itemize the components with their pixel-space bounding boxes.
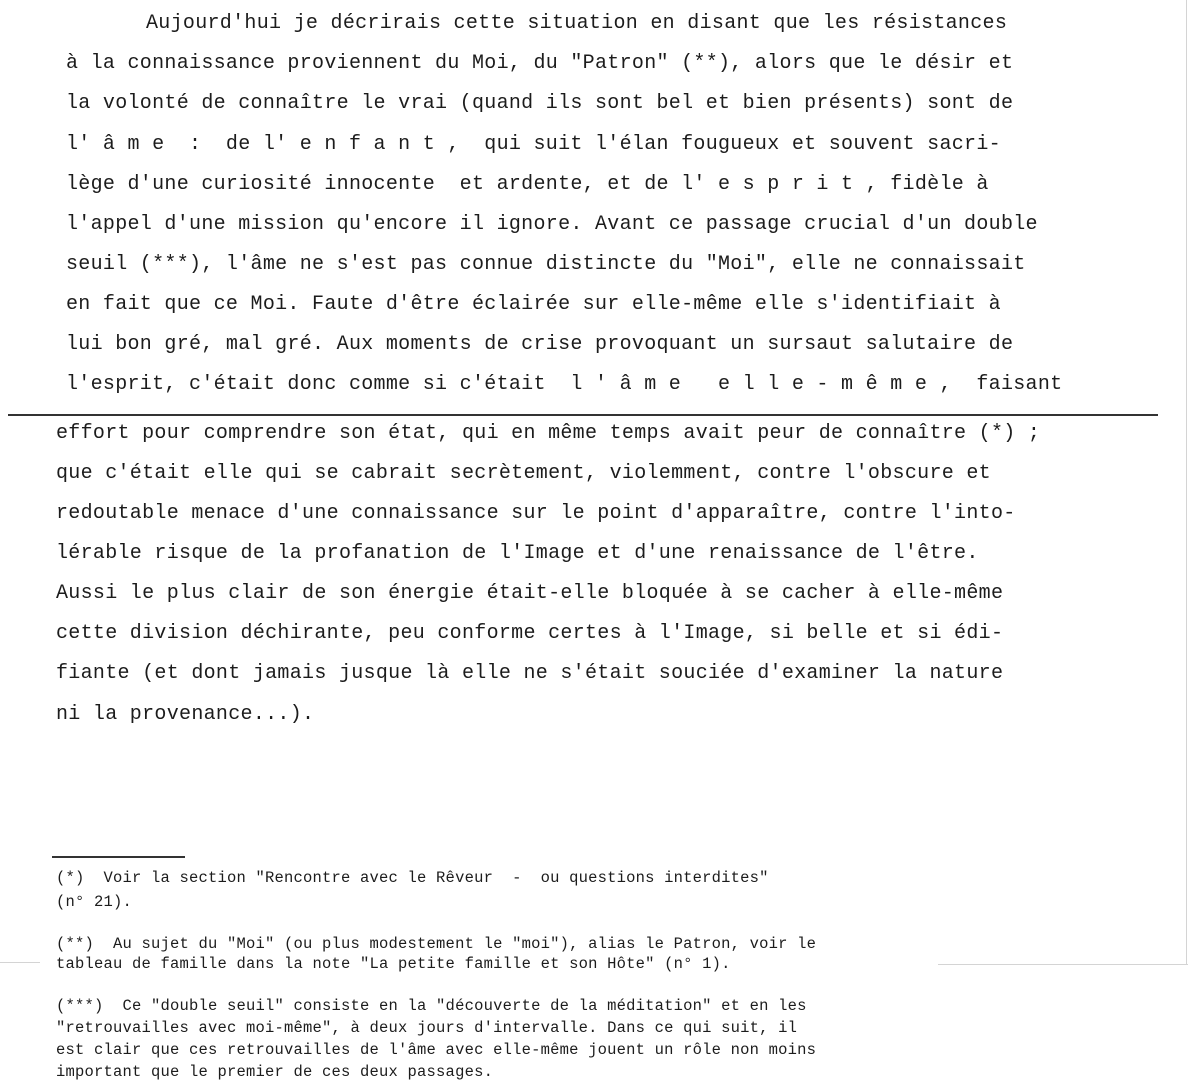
body-line-5: lège d'une curiosité innocente et ardente, et de l' e s p r i t , fidèle à bbox=[66, 173, 989, 196]
scan-splice-rule bbox=[8, 414, 1158, 416]
scan-edge-bottom bbox=[938, 964, 1188, 965]
body-line-16: cette division déchirante, peu conforme certes à l'Image, si belle et si édi- bbox=[56, 622, 1004, 645]
footnote-3-line-4: important que le premier de ces deux passages. bbox=[56, 1063, 494, 1081]
body-line-3: la volonté de connaître le vrai (quand ils sont bel et bien présents) sont de bbox=[66, 92, 1014, 115]
body-line-8: en fait que ce Moi. Faute d'être éclairée sur elle-même elle s'identifiait à bbox=[66, 293, 1001, 316]
footnote-3-line-1: (***) Ce "double seuil" consiste en la "découverte de la méditation" et en les bbox=[56, 997, 807, 1015]
body-line-11: effort pour comprendre son état, qui en même temps avait peur de connaître (*) ; bbox=[56, 422, 1041, 445]
footnote-2-line-1: (**) Au sujet du "Moi" (ou plus modestement le "moi"), alias le Patron, voir le bbox=[56, 935, 817, 953]
scan-edge-right bbox=[1186, 0, 1187, 965]
footnote-2-line-2: tableau de famille dans la note "La petite famille et son Hôte" (n° 1). bbox=[56, 955, 731, 973]
footnote-3-line-3: est clair que ces retrouvailles de l'âme avec elle-même jouent un rôle non moins bbox=[56, 1041, 817, 1059]
footnote-separator bbox=[52, 856, 185, 858]
scan-edge-bottom-left bbox=[0, 962, 40, 963]
footnote-1-line-2: (n° 21). bbox=[56, 893, 133, 911]
body-line-7: seuil (***), l'âme ne s'est pas connue distincte du "Moi", elle ne connaissait bbox=[66, 253, 1026, 276]
footnote-3-line-2: "retrouvailles avec moi-même", à deux jours d'intervalle. Dans ce qui suit, il bbox=[56, 1019, 798, 1037]
body-line-14: lérable risque de la profanation de l'Image et d'une renaissance de l'être. bbox=[56, 542, 979, 565]
body-line-17: fiante (et dont jamais jusque là elle ne s'était souciée d'examiner la nature bbox=[56, 662, 1004, 685]
footnote-1-line-1: (*) Voir la section "Rencontre avec le Rêveur - ou questions interdites" bbox=[56, 869, 769, 887]
body-line-4: l' â m e : de l' e n f a n t , qui suit l'élan fougueux et souvent sacri- bbox=[66, 133, 1001, 156]
body-line-9: lui bon gré, mal gré. Aux moments de crise provoquant un sursaut salutaire de bbox=[66, 333, 1014, 356]
body-line-18: ni la provenance...). bbox=[56, 703, 315, 726]
body-line-12: que c'était elle qui se cabrait secrètement, violemment, contre l'obscure et bbox=[56, 462, 991, 485]
body-line-2: à la connaissance proviennent du Moi, du "Patron" (**), alors que le désir et bbox=[66, 52, 1014, 75]
body-line-15: Aussi le plus clair de son énergie était-elle bloquée à se cacher à elle-même bbox=[56, 582, 1004, 605]
body-line-1: Aujourd'hui je décrirais cette situation en disant que les résistances bbox=[146, 12, 1008, 35]
body-line-6: l'appel d'une mission qu'encore il ignore. Avant ce passage crucial d'un double bbox=[66, 213, 1038, 236]
body-line-13: redoutable menace d'une connaissance sur le point d'apparaître, contre l'into- bbox=[56, 502, 1016, 525]
body-line-10: l'esprit, c'était donc comme si c'était l ' â m e e l l e - m ê m e , faisant bbox=[66, 373, 1063, 396]
